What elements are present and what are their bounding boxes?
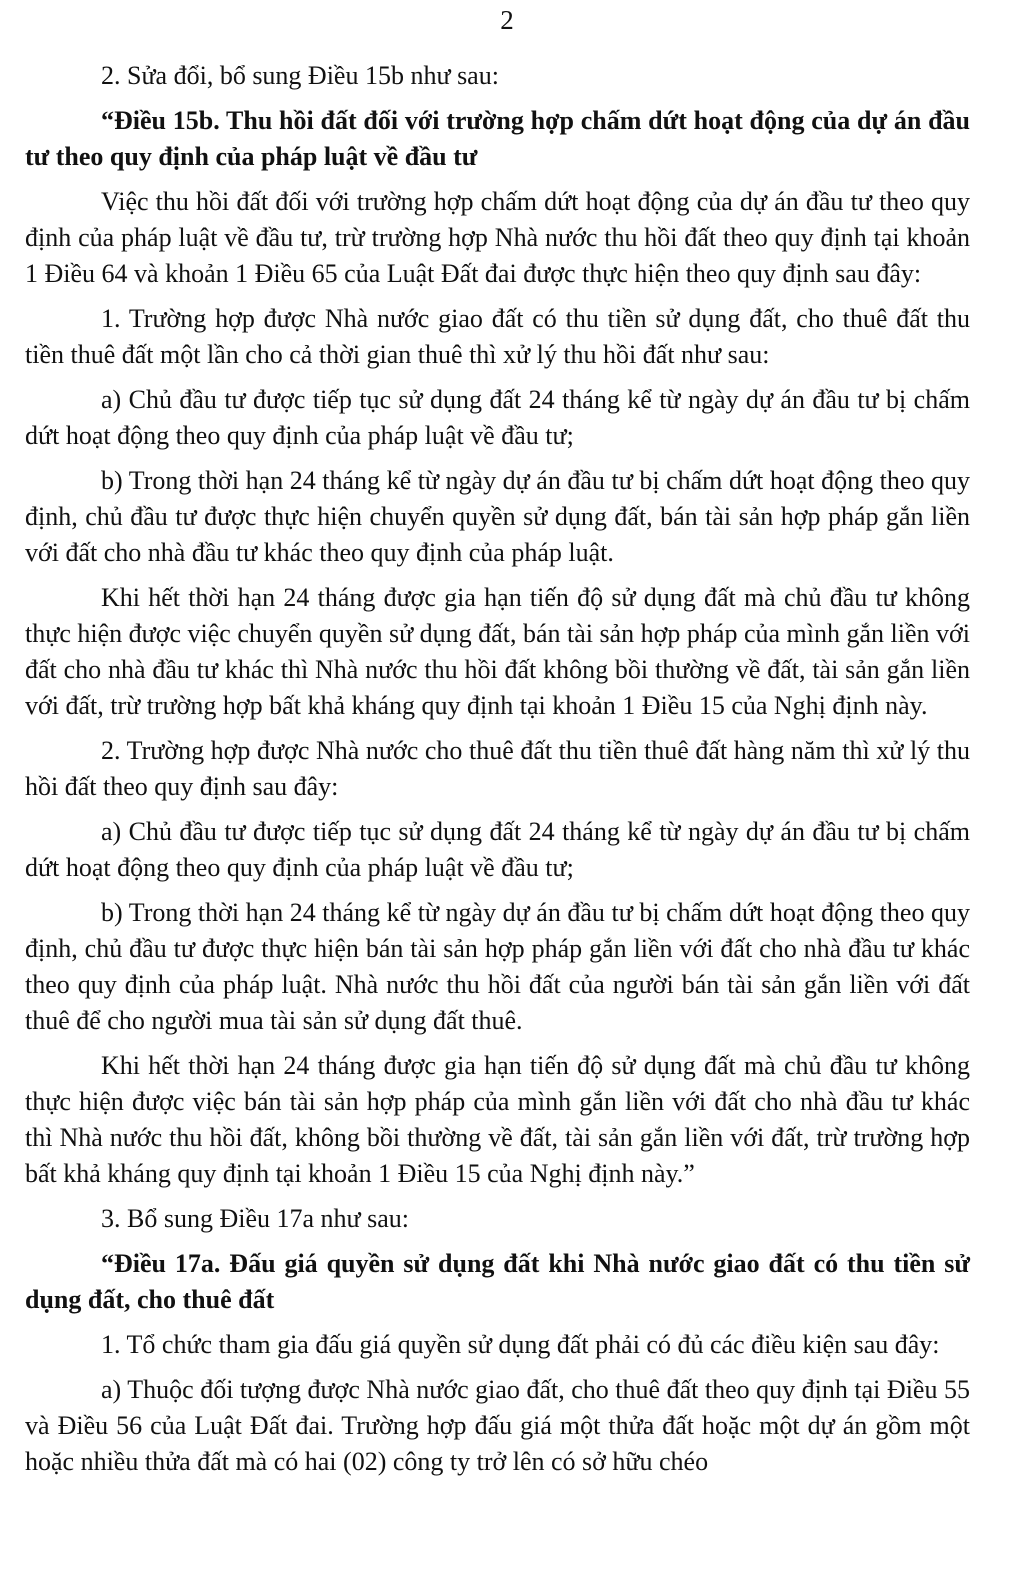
heading-article-15b: “Điều 15b. Thu hồi đất đối với trường hợp chấm dứt hoạt động của dự án đầu tư theo quy định của pháp luật về đầu tư [25,106,970,171]
paragraph-clause-1b: b) Trong thời hạn 24 tháng kể từ ngày dự án đầu tư bị chấm dứt hoạt động theo quy định, chủ đầu tư được thực hiện chuyển quyền sử dụng đất, bán tài sản hợp pháp gắn liền với đất cho nhà đầu tư khác theo quy định của pháp luật. [25,466,970,567]
paragraph-add-article-17a: 3. Bổ sung Điều 17a như sau: [101,1204,410,1233]
paragraph-17a-clause-1a: a) Thuộc đối tượng được Nhà nước giao đất, cho thuê đất theo quy định tại Điều 55 và Điều 56 của Luật Đất đai. Trường hợp đấu giá một thửa đất hoặc một dự án gồm một hoặc nhiều thửa đất mà có hai (02) công ty trở lên có sở hữu chéo [25,1375,970,1476]
document-body [25,58,970,1489]
paragraph-clause-1a: a) Chủ đầu tư được tiếp tục sử dụng đất 24 tháng kể từ ngày dự án đầu tư bị chấm dứt hoạt động theo quy định của pháp luật về đầu tư; [25,385,970,450]
paragraph-clause-1-expiry: Khi hết thời hạn 24 tháng được gia hạn tiến độ sử dụng đất mà chủ đầu tư không thực hiện được việc chuyển quyền sử dụng đất, bán tài sản hợp pháp của mình gắn liền với đất cho nhà đầu tư khác thì Nhà nước thu hồi đất không bồi thường về đất, tài sản gắn liền với đất, trừ trường hợp bất khả kháng quy định tại khoản 1 Điều 15 của Nghị định này. [25,583,970,720]
paragraph-17a-clause-1: 1. Tổ chức tham gia đấu giá quyền sử dụng đất phải có đủ các điều kiện sau đây: [101,1330,940,1359]
paragraph-clause-2-expiry: Khi hết thời hạn 24 tháng được gia hạn tiến độ sử dụng đất mà chủ đầu tư không thực hiện được việc bán tài sản hợp pháp của mình gắn liền với đất cho nhà đầu tư khác thì Nhà nước thu hồi đất, không bồi thường về đất, tài sản gắn liền với đất, trừ trường hợp bất khả kháng quy định tại khoản 1 Điều 15 của Nghị định này.” [25,1051,970,1188]
heading-article-17a: “Điều 17a. Đấu giá quyền sử dụng đất khi Nhà nước giao đất có thu tiền sử dụng đất, cho thuê đất [25,1249,970,1314]
paragraph-intro: Việc thu hồi đất đối với trường hợp chấm dứt hoạt động của dự án đầu tư theo quy định của pháp luật về đầu tư, trừ trường hợp Nhà nước thu hồi đất theo quy định tại khoản 1 Điều 64 và khoản 1 Điều 65 của Luật Đất đai được thực hiện theo quy định sau đây: [25,187,970,288]
paragraph-clause-2a: a) Chủ đầu tư được tiếp tục sử dụng đất 24 tháng kể từ ngày dự án đầu tư bị chấm dứt hoạt động theo quy định của pháp luật về đầu tư; [25,817,970,882]
paragraph-amend-article-15b: 2. Sửa đổi, bổ sung Điều 15b như sau: [101,61,499,90]
paragraph-clause-2: 2. Trường hợp được Nhà nước cho thuê đất thu tiền thuê đất hàng năm thì xử lý thu hồi đất theo quy định sau đây: [25,736,970,801]
page-number: 2 [500,5,514,35]
paragraph-clause-2b: b) Trong thời hạn 24 tháng kể từ ngày dự án đầu tư bị chấm dứt hoạt động theo quy định, chủ đầu tư được thực hiện bán tài sản hợp pháp gắn liền với đất cho nhà đầu tư khác theo quy định của pháp luật. Nhà nước thu hồi đất của người bán tài sản gắn liền với đất thuê để cho người mua tài sản sử dụng đất thuê. [25,898,970,1035]
paragraph-clause-1: 1. Trường hợp được Nhà nước giao đất có thu tiền sử dụng đất, cho thuê đất thu tiền thuê đất một lần cho cả thời gian thuê thì xử lý thu hồi đất như sau: [25,304,970,369]
